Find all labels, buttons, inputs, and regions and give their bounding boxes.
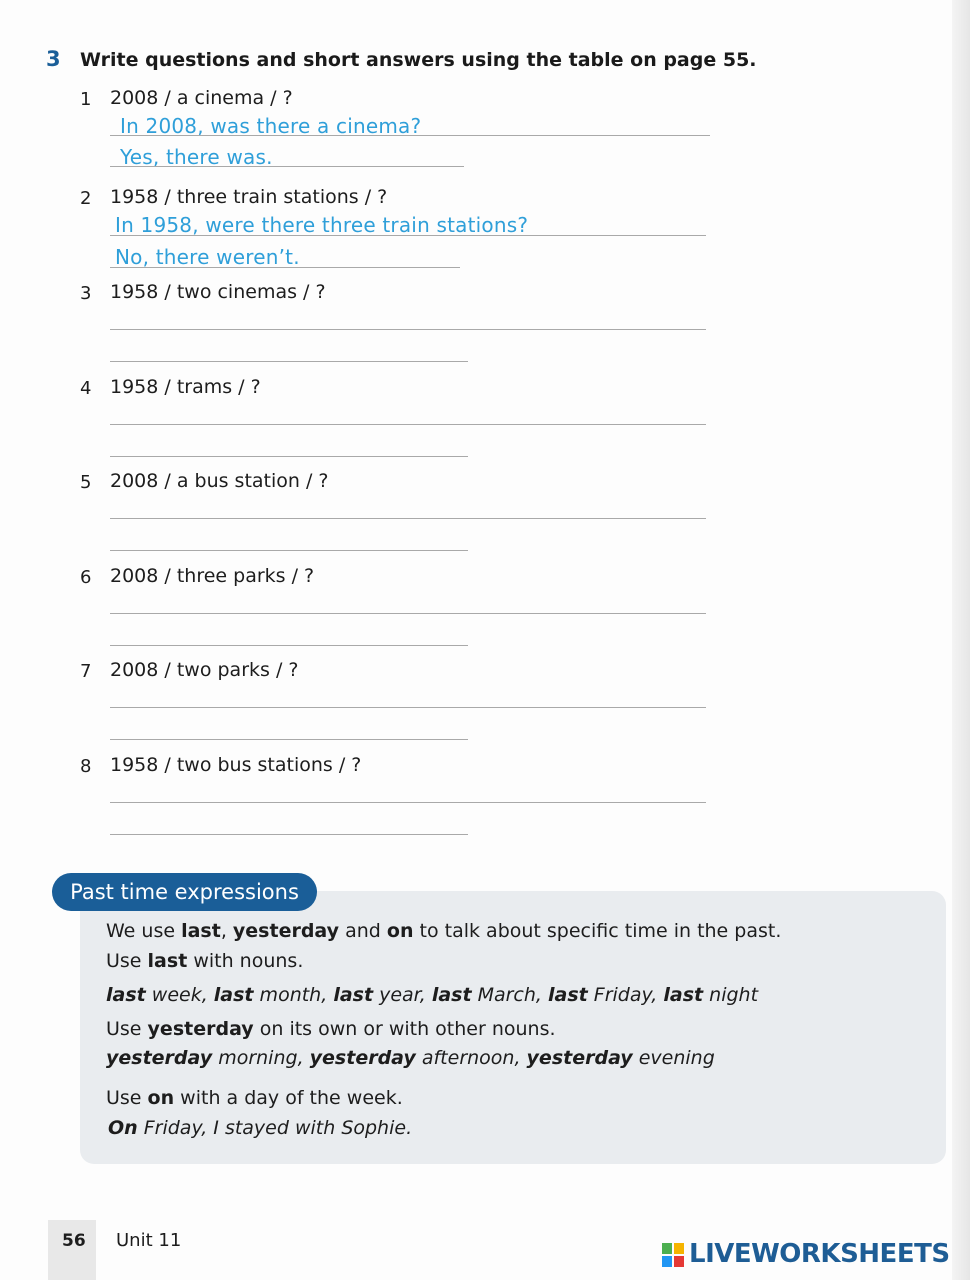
question-answer-input[interactable]: In 2008, was there a cinema? (120, 114, 422, 138)
question-line (110, 329, 706, 330)
item-prompt: 1958 / two bus stations / ? (110, 754, 362, 776)
answer-line (110, 361, 468, 362)
item-prompt: 2008 / two parks / ? (110, 659, 299, 681)
page-edge-shadow (952, 0, 970, 1280)
question-line (110, 424, 706, 425)
unit-label: Unit 11 (116, 1230, 182, 1251)
answer-line (110, 834, 468, 835)
item-prompt: 1958 / three train stations / ? (110, 186, 388, 208)
yesterday-rule: Use yesterday on its own or with other nouns. (106, 1018, 556, 1040)
item-number: 7 (80, 661, 92, 682)
question-line (110, 135, 710, 136)
liveworksheets-watermark: LIVEWORKSHEETS (689, 1239, 950, 1269)
grammar-box-title: Past time expressions (52, 873, 317, 911)
answer-line (110, 550, 468, 551)
last-examples: last week, last month, last year, last March, last Friday, last night (106, 984, 759, 1006)
question-line (110, 235, 706, 236)
item-number: 3 (80, 283, 92, 304)
question-answer-input[interactable]: In 1958, were there three train stations? (115, 213, 529, 237)
short-answer-input[interactable]: No, there weren’t. (115, 245, 300, 269)
item-prompt: 2008 / a cinema / ? (110, 87, 293, 109)
on-example: On Friday, I stayed with Sophie. (108, 1117, 413, 1139)
item-number: 2 (80, 188, 92, 209)
item-prompt: 1958 / trams / ? (110, 376, 261, 398)
question-line (110, 518, 706, 519)
item-number: 8 (80, 756, 92, 777)
last-rule: Use last with nouns. (106, 950, 304, 972)
answer-line (110, 267, 460, 268)
answer-line (110, 456, 468, 457)
item-prompt: 2008 / three parks / ? (110, 565, 315, 587)
question-line (110, 707, 706, 708)
item-number: 4 (80, 378, 92, 399)
question-line (110, 613, 706, 614)
exercise-number: 3 (46, 47, 61, 71)
short-answer-input[interactable]: Yes, there was. (120, 145, 273, 169)
item-prompt: 2008 / a bus station / ? (110, 470, 329, 492)
item-number: 1 (80, 89, 92, 110)
yesterday-examples: yesterday morning, yesterday afternoon, yesterday evening (106, 1047, 715, 1069)
answer-line (110, 166, 464, 167)
page-number: 56 (62, 1231, 86, 1251)
answer-line (110, 645, 468, 646)
item-prompt: 1958 / two cinemas / ? (110, 281, 326, 303)
item-number: 5 (80, 472, 92, 493)
item-number: 6 (80, 567, 92, 588)
question-line (110, 802, 706, 803)
exercise-instruction: Write questions and short answers using the table on page 55. (80, 49, 757, 71)
liveworksheets-logo-icon (662, 1243, 684, 1267)
grammar-intro: We use last, yesterday and on to talk about specific time in the past. (106, 920, 782, 942)
on-rule: Use on with a day of the week. (106, 1087, 403, 1109)
answer-line (110, 739, 468, 740)
